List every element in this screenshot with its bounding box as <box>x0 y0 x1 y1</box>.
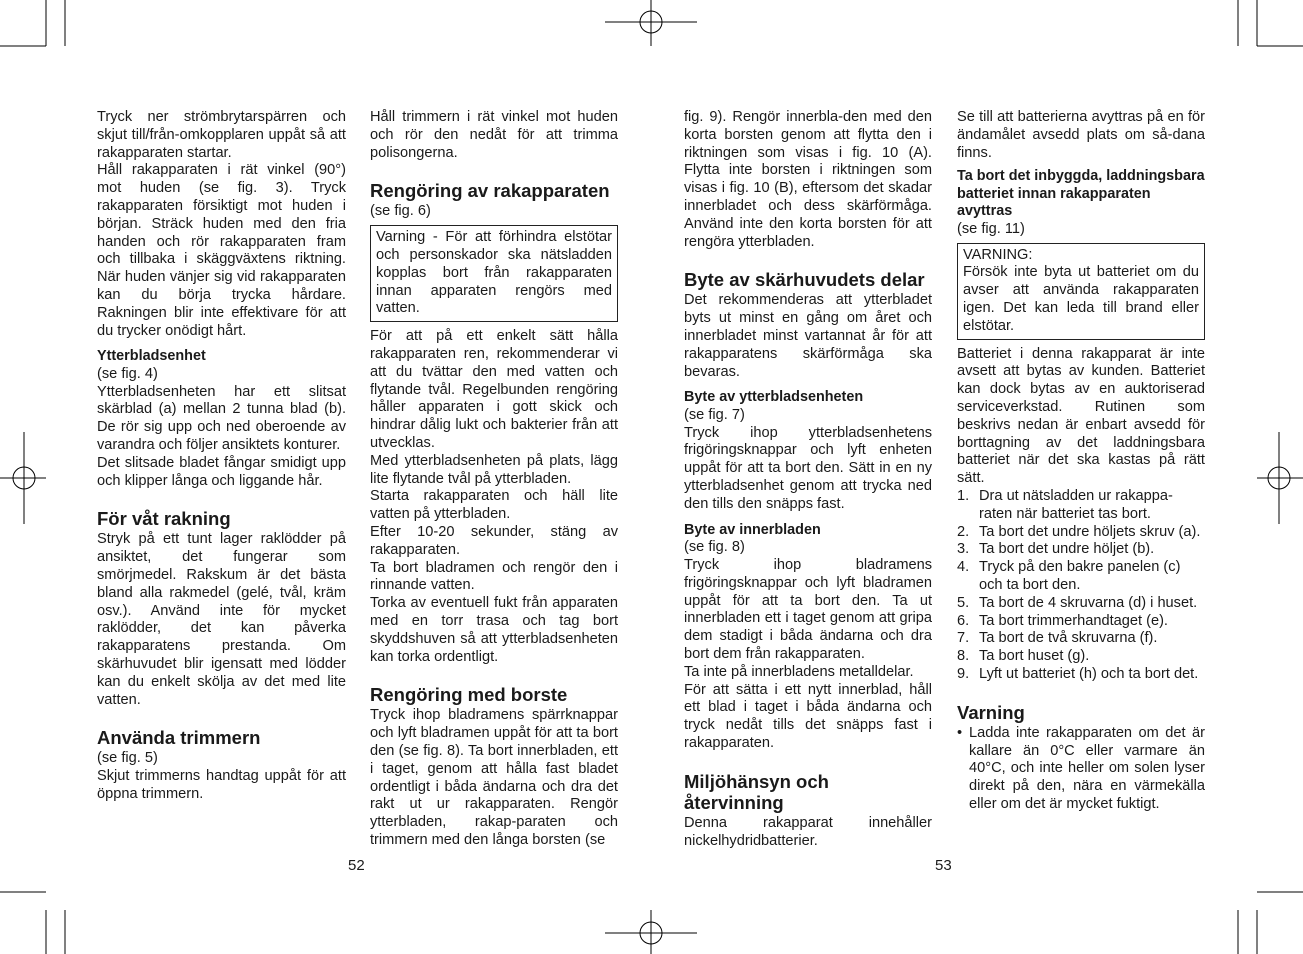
paragraph: Starta rakapparaten och häll lite vatten på ytterbladen. <box>370 488 618 523</box>
paragraph: Tryck ihop bladramens spärrknappar och lyft bladramen uppåt för att ta bort den (se fig. 8). Ta bort innerbladen, ett i taget, genom att hålla fast bladet ordentligt i båda ändarna och dra det rakt ut ur rakapparaten. Rengör ytterbladen, rakap-paraten och trimmern med den långa borsten (se <box>370 707 618 848</box>
warning-box <box>370 225 618 322</box>
step-text: Ta bort de 4 skruvarna (d) i huset. <box>979 594 1198 611</box>
list-item <box>957 648 1205 666</box>
paragraph: Med ytterbladsenheten på plats, lägg lite flytande tvål på ytterbladen. <box>370 452 618 487</box>
step-number: 9. <box>957 666 970 683</box>
list-item <box>957 541 1205 559</box>
paragraph: Ta bort bladramen och rengör den i rinnande vatten. <box>370 559 618 594</box>
page-number-right: 53 <box>935 857 952 874</box>
section-heading: Använda trimmern <box>97 727 261 749</box>
registration-mark-left <box>0 432 46 524</box>
column-3 <box>684 109 932 850</box>
figure-reference: (se fig. 11) <box>957 220 1025 237</box>
registration-mark-right <box>1257 432 1303 524</box>
list-item <box>957 524 1205 542</box>
list-item <box>957 666 1205 684</box>
paragraph: Se till att batterierna avyttras på en för ändamålet avsedd plats om så-dana finns. <box>957 109 1205 161</box>
list-item <box>957 595 1205 613</box>
section-heading: Rengöring med borste <box>370 684 568 706</box>
section-heading: Byte av skärhuvudets delar <box>684 269 925 291</box>
step-text: Tryck på den bakre panelen (c) och ta bort den. <box>979 559 1181 594</box>
paragraph: Ta inte på innerbladens metalldelar. <box>684 663 914 680</box>
bullet-icon: • <box>957 724 963 741</box>
step-number: 7. <box>957 630 970 647</box>
paragraph: Håll rakapparaten i rät vinkel (90°) mot huden (se fig. 3). Tryck rakapparaten försiktigt mot huden i början. Sträck huden med den fria handen och rör rakapparaten fram och tillbaka i skäggväxtens riktning. När huden vänjer sig vid rakapparaten kan du börja trycka hårdare. Rakningen blir inte effektivare för att du trycker onödigt hårt. <box>97 162 346 339</box>
paragraph: Tryck ihop bladramens frigöringsknappar och lyft bladramen uppåt för att ta bort den. Ta ut innerbladen ett i taget genom att gripa dem stadigt i båda ändarna och dra bort dem från rakapparaten. <box>684 556 932 662</box>
step-number: 5. <box>957 594 970 611</box>
section-heading: För våt rakning <box>97 508 231 530</box>
figure-reference: (se fig. 4) <box>97 365 158 382</box>
registration-mark-bottom <box>605 910 697 954</box>
list-item <box>957 725 1205 814</box>
paragraph: Skjut trimmerns handtag uppåt för att öppna trimmern. <box>97 768 346 802</box>
list-item <box>957 559 1205 595</box>
section-heading: Rengöring av rakapparaten <box>370 180 610 202</box>
step-number: 6. <box>957 612 970 629</box>
bullet-text: Ladda inte rakapparaten om det är kallare än 0°C eller varmare än 40°C, och inte heller om solen lyser direkt på den, nära en värmekälla eller om det är mycket fuktigt. <box>969 724 1205 812</box>
step-text: Ta bort det undre höljets skruv (a). <box>979 523 1201 540</box>
registration-mark-top <box>605 0 697 46</box>
column-4 <box>957 109 1205 814</box>
paragraph: Håll trimmern i rät vinkel mot huden och rör den nedåt för att trimma polisongerna. <box>370 109 618 161</box>
warning-text: Varning - För att förhindra elstötar och personskador ska nätsladden kopplas bort från rakapparaten innan apparaten rengörs med vatten. <box>376 229 612 317</box>
step-text: Ta bort huset (g). <box>979 648 1090 665</box>
paragraph: Efter 10-20 sekunder, stäng av rakapparaten. <box>370 523 618 558</box>
paragraph: Tryck ihop ytterbladsenhetens frigöringsknappar och lyft enheten uppåt för att ta bort den. Sätt in en ny ytterbladsenhet genom att trycka ned den tills den snäpps fast. <box>684 424 932 512</box>
list-item <box>957 613 1205 631</box>
subheading: Byte av ytterbladsenheten <box>684 389 864 406</box>
step-number: 2. <box>957 523 970 540</box>
figure-reference: (se fig. 6) <box>370 203 431 220</box>
step-text: Ta bort det undre höljet (b). <box>979 541 1155 558</box>
paragraph: För att på ett enkelt sätt hålla rakapparaten ren, rekommenderar vi att du tvättar den med vatten och flytande tvål. Regelbunden rengöring håller apparaten i gott skick och hindrar dålig lukt och bakterier från att utvecklas. <box>370 328 618 451</box>
column-1 <box>97 109 346 804</box>
step-number: 3. <box>957 541 970 558</box>
page-number-left: 52 <box>348 857 365 874</box>
step-text: Lyft ut batteriet (h) och ta bort det. <box>979 666 1199 683</box>
subheading: Ytterbladsenhet <box>97 348 206 365</box>
step-number: 1. <box>957 488 970 505</box>
figure-reference: (se fig. 5) <box>97 750 158 767</box>
column-2 <box>370 109 618 850</box>
step-text: Ta bort trimmerhandtaget (e). <box>979 612 1168 629</box>
paragraph: fig. 9). Rengör innerbla-den med den korta borsten genom att flytta den i riktningen som visas i fig. 10 (A). Flytta inte borsten i riktningen som visas i fig. 10 (B), eftersom det skadar innerbladet och dess skärförmåga. Använd inte den korta borsten för att rengöra ytterbladen. <box>684 109 932 250</box>
section-heading: Miljöhänsyn och återvinning <box>684 770 829 813</box>
section-heading: Varning <box>957 701 1025 723</box>
removal-steps-list <box>957 488 1205 684</box>
step-text: Ta bort de två skruvarna (f). <box>979 630 1158 647</box>
paragraph: Det slitsade bladet fångar smidigt upp och klipper långa och liggande hår. <box>97 454 346 489</box>
paragraph: Ytterbladsenheten har ett slitsat skärblad (a) mellan 2 tunna blad (b). De rör sig upp och ned oberoende av varandra och följer ansiktets konturer. <box>97 383 346 454</box>
list-item <box>957 630 1205 648</box>
warning-list <box>957 725 1205 814</box>
warning-title: VARNING: <box>963 246 1033 263</box>
paragraph: Det rekommenderas att ytterbladet byts ut minst en gång om året och innerbladet minst vartannat år för att rakapparatens skärförmåga ska bevaras. <box>684 292 932 380</box>
step-number: 4. <box>957 559 970 576</box>
step-text: Dra ut nätsladden ur rakappa-raten när batteriet tas bort. <box>979 488 1173 522</box>
paragraph: Batteriet i denna rakapparat är inte avsett att bytas av kunden. Batteriet kan dock bytas av en auktoriserad serviceverkstad. Rutinen som beskrivs nedan är enbart avsedd för borttagning av det laddningsbara batteriet när det ska kastas på rätt sätt. <box>957 345 1205 487</box>
paragraph: Stryk på ett tunt lager raklödder på ansiktet, det fungerar som smörjmedel. Rakskum är det bästa bland alla rakmedel (gelé, tvål, kräm osv.). Använd inte för mycket raklödder, det kan påverka rakapparatens prestanda. Om skärhuvudet blir igensatt med lödder kan du enkelt skölja av det med lite vatten. <box>97 531 346 708</box>
warning-text: Försök inte byta ut batteriet om du avser att använda rakapparaten igen. Det kan leda till brand eller elstötar. <box>963 264 1199 334</box>
paragraph: Torka av eventuell fukt från apparaten med en torr trasa och tag bort skyddshuven så att ytterbladsenheten kan torka ordentligt. <box>370 595 618 665</box>
list-item <box>957 488 1205 524</box>
paragraph: För att sätta i ett nytt innerblad, håll ett blad i taget i båda ändarna och tryck nedåt tills det snäpps fast i rakapparaten. <box>684 681 932 751</box>
paragraph: Tryck ner strömbrytarspärren och skjut till/från-omkopplaren uppåt så att rakapparaten startar. <box>97 109 346 161</box>
subheading: Byte av innerbladen <box>684 521 821 538</box>
warning-box <box>957 243 1205 340</box>
step-number: 8. <box>957 648 970 665</box>
subheading: Ta bort det inbyggda, laddningsbara batteriet innan rakapparaten avyttras <box>957 168 1205 220</box>
paragraph: Denna rakapparat innehåller nickelhydridbatterier. <box>684 814 932 849</box>
figure-reference: (se fig. 7) <box>684 406 745 423</box>
figure-reference: (se fig. 8) <box>684 539 745 556</box>
